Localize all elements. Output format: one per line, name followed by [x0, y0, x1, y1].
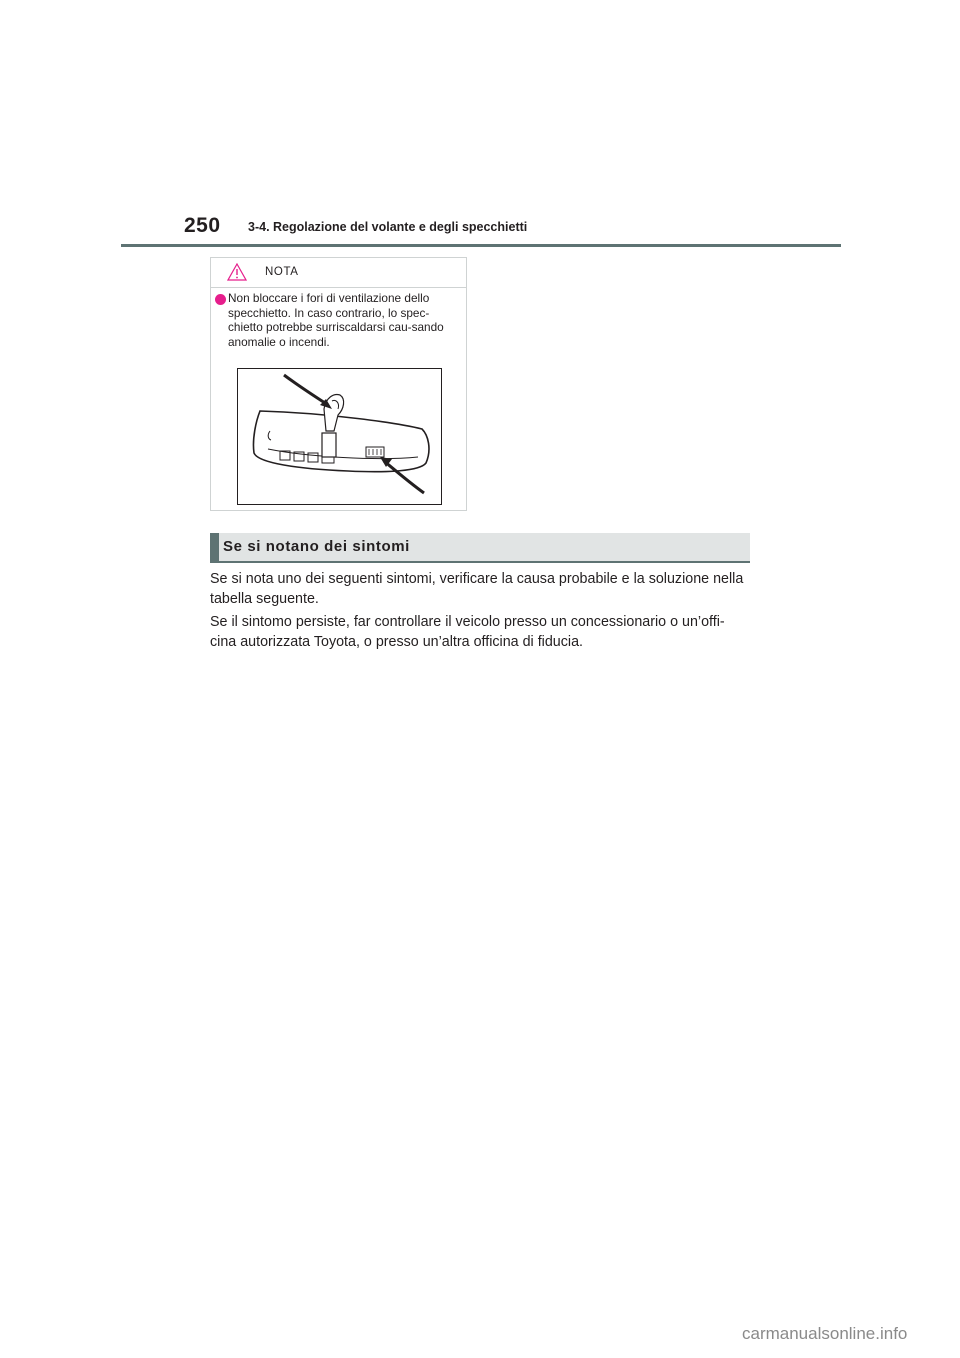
header-divider [121, 244, 841, 247]
note-text: Non bloccare i fori di ventilazione dello specchietto. In caso contrario, lo spec-chietto potrebbe surriscaldarsi cau-sando anomalie o incendi. [228, 291, 444, 349]
note-box [210, 257, 467, 511]
mirror-illustration-svg [238, 369, 441, 504]
heading-accent [210, 533, 219, 561]
note-title: NOTA [265, 266, 299, 278]
note-bullet-icon [215, 294, 226, 305]
note-header [211, 258, 466, 288]
watermark: carmanualsonline.info [742, 1324, 908, 1343]
section-title: 3-4. Regolazione del volante e degli specchietti [248, 220, 528, 234]
warning-triangle-icon [227, 263, 247, 281]
section-heading: Se si notano dei sintomi [223, 538, 410, 555]
body-paragraph-1: Se si nota uno dei seguenti sintomi, verificare la causa probabile e la soluzione nella tabella seguente. [210, 571, 744, 607]
mirror-vent-illustration [237, 368, 442, 505]
page-number: 250 [184, 214, 221, 237]
body-paragraph-2: Se il sintomo persiste, far controllare il veicolo presso un concessionario o un’offi-cina autorizzata Toyota, o presso un’altra officina di fiducia. [210, 614, 725, 650]
section-heading-bar [210, 533, 750, 563]
